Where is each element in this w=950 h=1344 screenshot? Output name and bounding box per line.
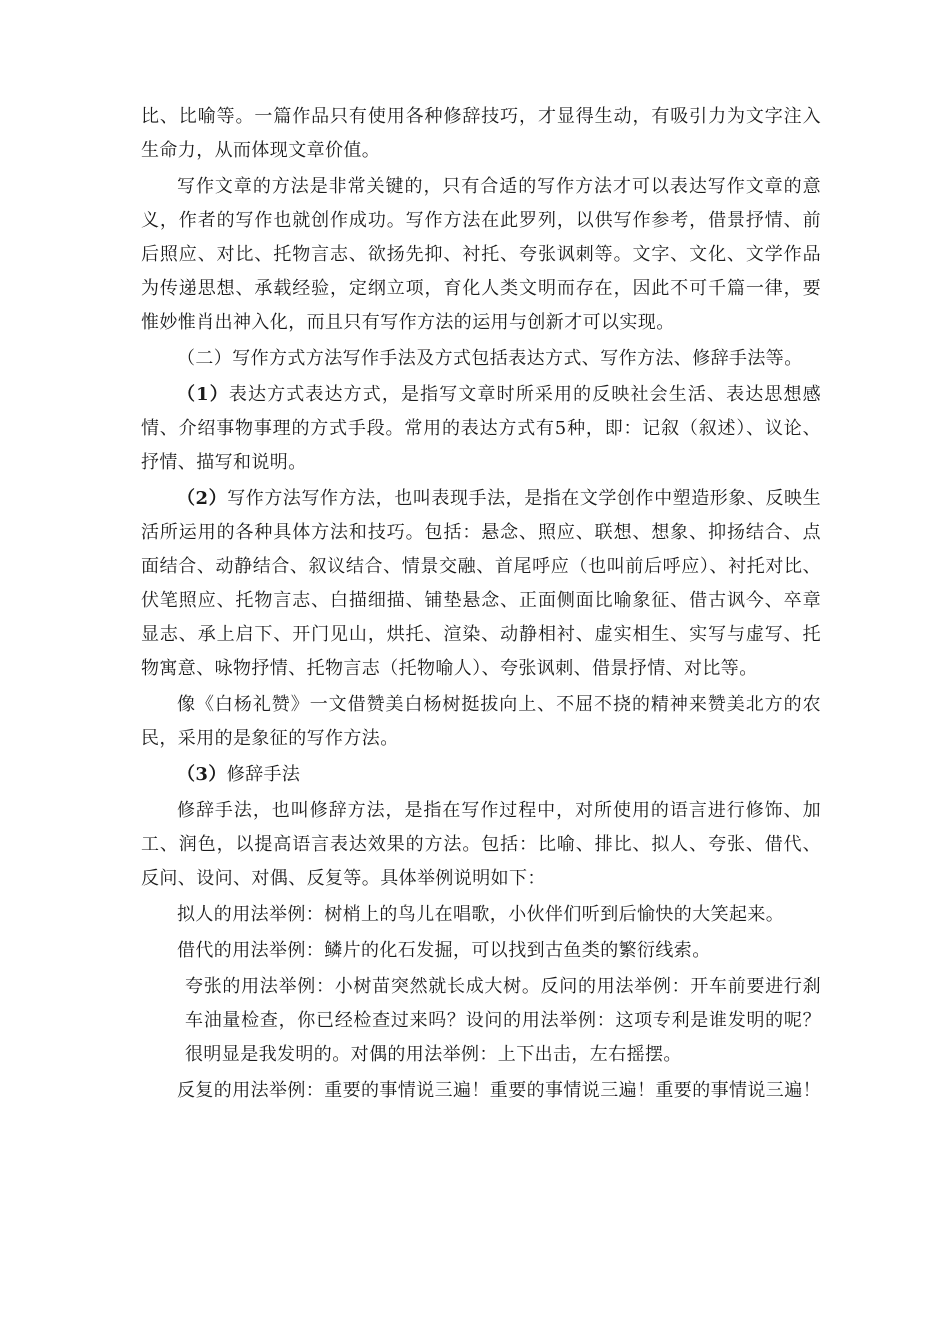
paragraph-rhetoric-intro: 比、比喻等。一篇作品只有使用各种修辞技巧，才显得生动，有吸引力为文字注入生命力，从而体现文章价值。 (141, 106, 821, 161)
paragraph-rhetoric-heading (141, 758, 821, 792)
paragraph-writing-techniques (141, 482, 821, 686)
paragraph-writing-methods: 写作文章的方法是非常关键的，只有合适的写作方法才可以表达写作文章的意义，作者的写作也就创作成功。写作方法在此罗列，以供写作参考，借景抒情、前后照应、对比、托物言志、欲扬先抑、衬托、夸张讽刺等。文字、文化、文学作品为传递思想、承载经验，定纲立项，育化人类文明而存在，因此不可千篇一律，要惟妙惟肖出神入化，而且只有写作方法的运用与创新才可以实现。 (141, 176, 821, 333)
item-text-3: 修辞手法 (226, 764, 301, 785)
item-number-1: （1） (177, 384, 229, 405)
paragraph-section-two-heading: （二）写作方式方法写作手法及方式包括表达方式、写作方法、修辞手法等。 (177, 348, 803, 369)
paragraph-repetition-example: 反复的用法举例：重要的事情说三遍！重要的事情说三遍！重要的事情说三遍！ (177, 1080, 821, 1101)
paragraph-exaggeration-examples: 夸张的用法举例：小树苗突然就长成大树。反问的用法举例：开车前要进行刹车油量检查，你已经检查过来吗？设问的用法举例：这项专利是谁发明的呢？很明显是我发明的。对偶的用法举例：上下出击，左右摇摆。 (185, 976, 821, 1065)
paragraph-expression-modes (141, 378, 821, 480)
document-page (141, 100, 821, 1108)
paragraph-metonymy-example: 借代的用法举例：鳞片的化石发掘，可以找到古鱼类的繁衍线索。 (177, 940, 711, 961)
item-text-1: 表达方式表达方式，是指写文章时所采用的反映社会生活、表达思想感情、介绍事物事理的方式手段。常用的表达方式有5种，即：记叙（叙述）、议论、抒情、描写和说明。 (141, 384, 821, 473)
item-text-2: 写作方法写作方法，也叫表现手法，是指在文学创作中塑造形象、反映生活所运用的各种具体方法和技巧。包括：悬念、照应、联想、想象、抑扬结合、点面结合、动静结合、叙议结合、情景交融、首尾呼应（也叫前后呼应）、衬托对比、伏笔照应、托物言志、白描细描、铺垫悬念、正面侧面比喻象征、借古讽今、卒章显志、承上启下、开门见山，烘托、渲染、动静相衬、虚实相生、实写与虚写、托物寓意、咏物抒情、托物言志（托物喻人）、夸张讽刺、借景抒情、对比等。 (141, 488, 822, 679)
paragraph-rhetoric-definition: 修辞手法，也叫修辞方法，是指在写作过程中，对所使用的语言进行修饰、加工、润色，以提高语言表达效果的方法。包括：比喻、排比、拟人、夸张、借代、反问、设问、对偶、反复等。具体举例说明如下： (141, 800, 821, 889)
paragraph-baiyang-example: 像《白杨礼赞》一文借赞美白杨树挺拔向上、不屈不挠的精神来赞美北方的农民，采用的是象征的写作方法。 (141, 694, 821, 749)
paragraph-personification-example: 拟人的用法举例：树梢上的鸟儿在唱歌，小伙伴们听到后愉快的大笑起来。 (177, 904, 785, 925)
item-number-3: （3） (177, 764, 227, 785)
item-number-2: （2） (177, 488, 228, 509)
